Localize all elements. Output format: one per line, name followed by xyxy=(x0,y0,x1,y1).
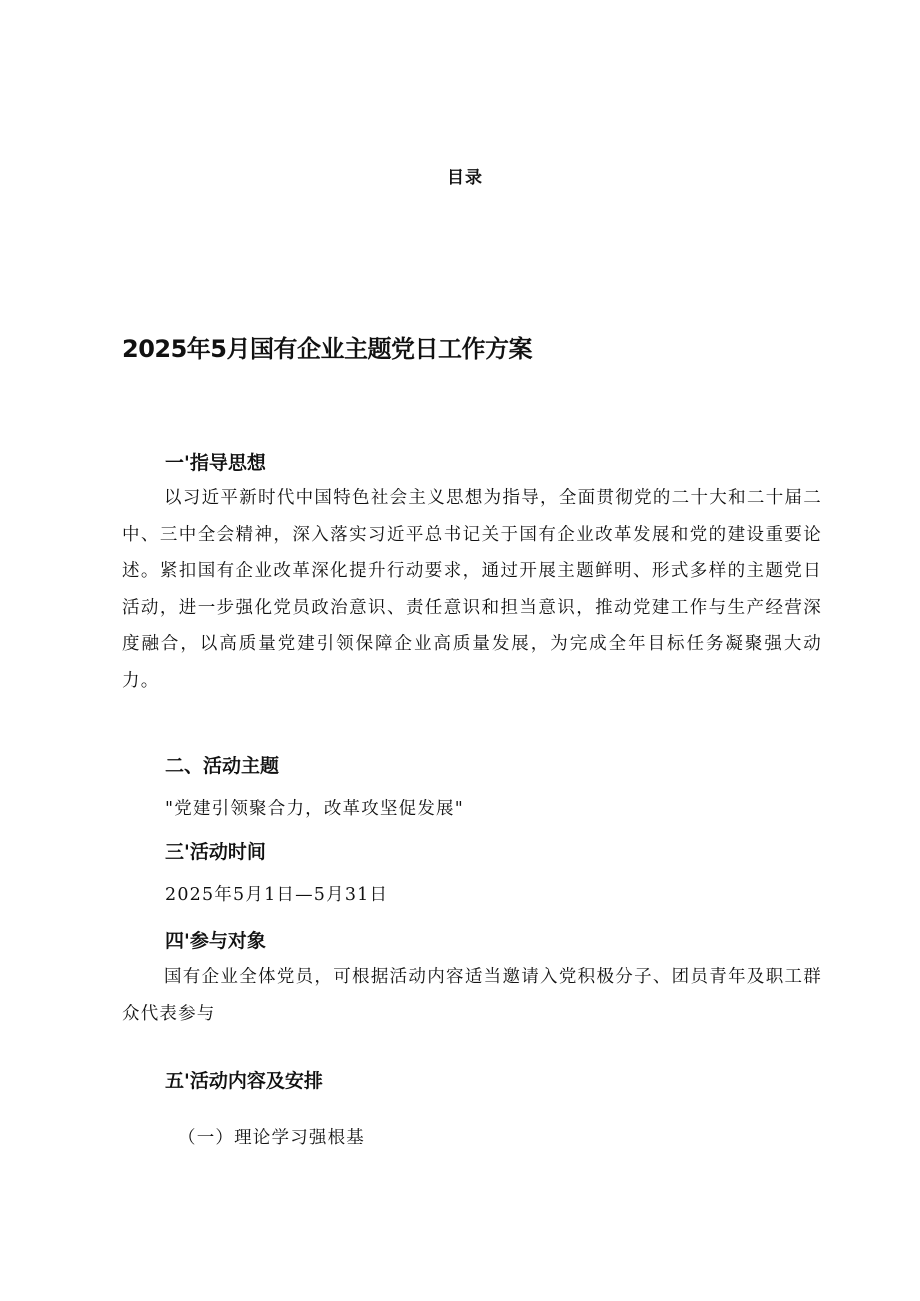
section-body-participants: 国有企业全体党员，可根据活动内容适当邀请入党积极分子、团员青年及职工群众代表参与 xyxy=(122,967,822,1024)
section-heading-participants: 四'参与对象 xyxy=(165,930,266,952)
section-heading-activity-content: 五'活动内容及安排 xyxy=(165,1070,323,1092)
section-heading-activity-theme: 二、活动主题 xyxy=(165,755,280,777)
document-title: 2025年5月国有企业主题党日工作方案 xyxy=(122,335,532,363)
subsection-heading-theory-study: （一）理论学习强根基 xyxy=(178,1128,365,1148)
section-body-activity-time: 2025年5月1日—5月31日 xyxy=(165,885,389,905)
section-body-guiding-ideology: 以习近平新时代中国特色社会主义思想为指导，全面贯彻党的二十大和二十届二中、三中全会精神，深入落实习近平总书记关于国有企业改革发展和党的建设重要论述。紧扣国有企业改革深化提升行动要求，通过开展主题鲜明、形式多样的主题党日活动，进一步强化党员政治意识、责任意识和担当意识，推动党建工作与生产经营深度融合，以高质量党建引领保障企业高质量发展，为完成全年目标任务凝聚强大动力。 xyxy=(122,488,822,691)
section-heading-activity-time: 三'活动时间 xyxy=(165,841,266,863)
section-heading-guiding-ideology: 一'指导思想 xyxy=(165,452,266,474)
section-body-activity-theme: "党建引领聚合力，改革攻坚促发展" xyxy=(165,799,464,819)
toc-title: 目录 xyxy=(447,168,483,188)
